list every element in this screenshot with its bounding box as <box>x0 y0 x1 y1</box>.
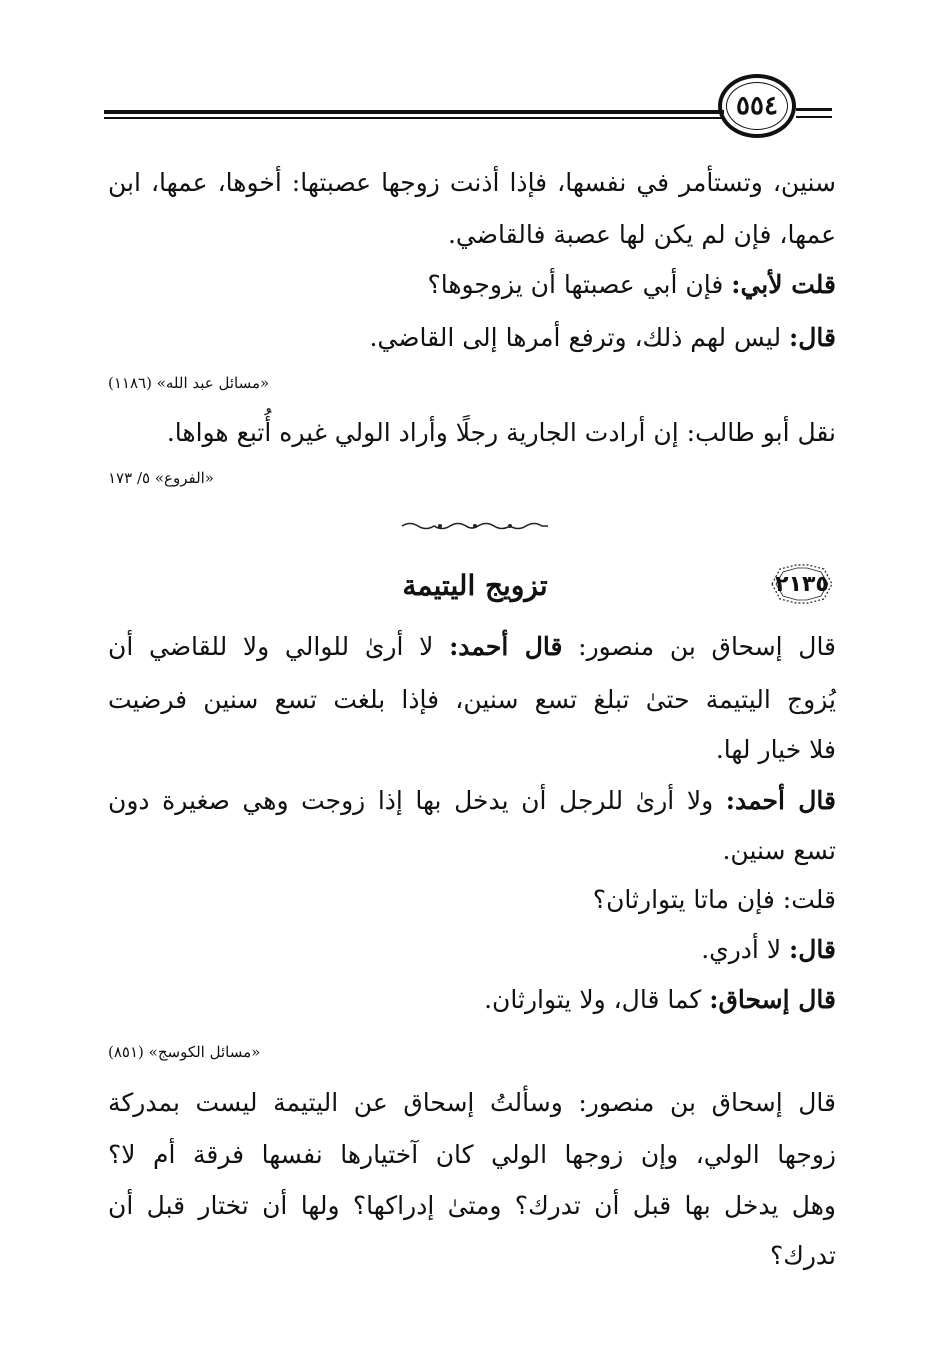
citation <box>108 373 269 393</box>
header-rule-thick <box>104 110 724 114</box>
citation-text: «مسائل الكوسج» (٨٥١) <box>108 1043 261 1061</box>
header-rule-thin <box>104 117 724 119</box>
speaker-label: قلت لأبي: <box>731 270 836 299</box>
dialogue-text: فإن ماتا يتوارثان؟ <box>592 885 783 914</box>
speaker-label: قال: <box>789 935 836 964</box>
header-rule-right-thin <box>796 116 832 118</box>
text-line: تسع سنين. <box>722 836 836 865</box>
citation-text: «مسائل عبد الله» (١١٨٦) <box>108 374 270 392</box>
dialogue-text: ليس لهم ذلك، وترفع أمرها إلى القاضي. <box>369 323 790 352</box>
text-line: زوجها الولي، وإن زوجها الولي كان آختيارها نفسها فرقة أم لا؟ <box>108 1140 836 1169</box>
dialogue-answer <box>369 318 836 358</box>
page-badge-inner-ring <box>726 82 788 130</box>
text-line: نقل أبو طالب: إن أرادت الجارية رجلًا وأراد الولي غيره أُتبع هواها. <box>166 418 836 447</box>
ornament-divider <box>400 520 550 532</box>
text-line: وهل يدخل بها قبل أن تدرك؟ ومتىٰ إدراكها؟ ولها أن تختار قبل أن <box>108 1191 836 1220</box>
text-line: يُزوج اليتيمة حتىٰ تبلغ تسع سنين، فإذا بلغت تسع سنين فرضيت <box>108 685 836 714</box>
dialogue-text: لا أدري. <box>701 935 790 964</box>
speaker-label: قال أحمد: <box>449 632 563 661</box>
dialogue-answer <box>484 980 836 1020</box>
speaker-label: قلت: <box>782 885 836 914</box>
dialogue-answer <box>701 930 836 970</box>
citation <box>108 1042 260 1062</box>
text-line <box>108 781 836 821</box>
page-number-badge <box>718 74 796 138</box>
text-line: فلا خيار لها. <box>715 735 836 764</box>
speaker-label: قال: <box>789 323 836 352</box>
dialogue-text: فإن أبي عصبتها أن يزوجوها؟ <box>427 270 732 299</box>
text-segment: لا أرىٰ للوالي ولا للقاضي أن <box>108 632 450 661</box>
dialogue-question <box>427 265 836 305</box>
dialogue-question <box>593 880 836 920</box>
text-line: تدرك؟ <box>769 1241 836 1270</box>
section-title: تزويج اليتيمة <box>402 569 548 602</box>
text-segment: قال إسحاق بن منصور: <box>562 632 837 661</box>
citation-text: «الفروع» ٥/ ١٧٣ <box>108 469 214 487</box>
speaker-label: قال إسحاق: <box>709 985 836 1014</box>
text-line: عمها، فإن لم يكن لها عصبة فالقاضي. <box>447 220 836 249</box>
text-line <box>108 627 836 667</box>
citation <box>108 468 214 488</box>
header-rule-right <box>796 108 832 111</box>
text-segment: ولا أرىٰ للرجل أن يدخل بها إذا زوجت وهي صغيرة دون <box>108 786 726 815</box>
section-number-badge <box>766 561 838 607</box>
dialogue-text: كما قال، ولا يتوارثان. <box>484 985 710 1014</box>
page-number: ٥٥٤ <box>736 91 778 121</box>
section-number: ٢١٣٥ <box>775 571 829 597</box>
text-line: قال إسحاق بن منصور: وسألتُ إسحاق عن اليتيمة ليست بمدركة <box>108 1088 836 1117</box>
text-line: سنين، وتستأمر في نفسها، فإذا أذنت زوجها عصبتها: أخوها، عمها، ابن <box>108 168 836 197</box>
speaker-label: قال أحمد: <box>725 786 837 815</box>
